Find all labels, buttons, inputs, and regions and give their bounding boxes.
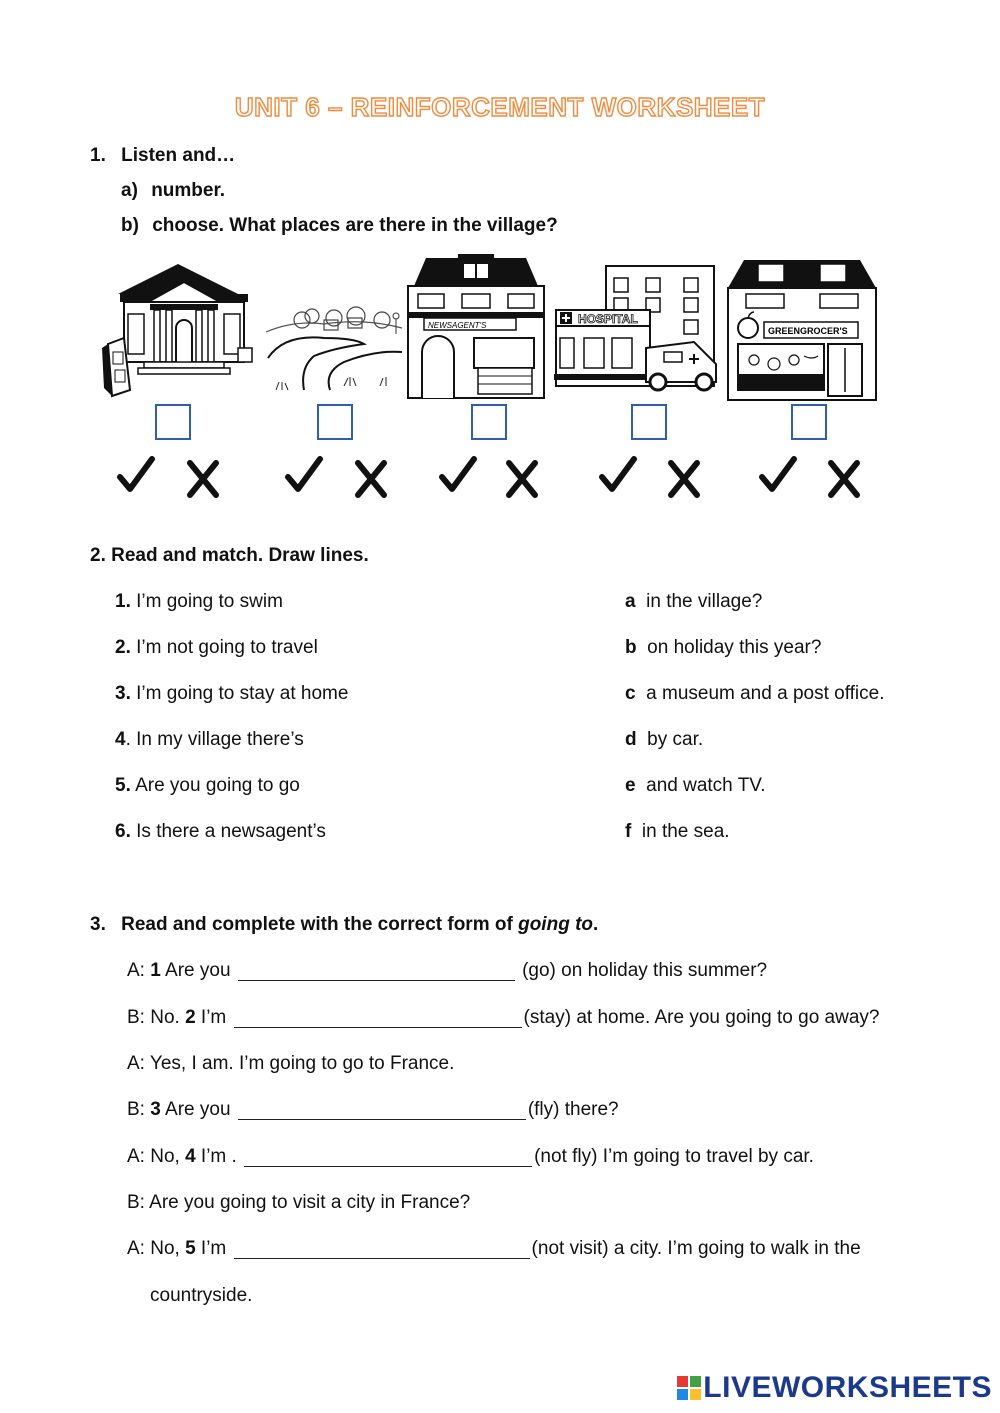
liveworksheets-logo bbox=[677, 1371, 992, 1405]
match-right-a[interactable] bbox=[625, 591, 762, 613]
match-left-4[interactable] bbox=[115, 729, 304, 751]
match-right-letter: e bbox=[625, 775, 636, 796]
ex1-heading bbox=[90, 145, 235, 167]
number-box-2[interactable] bbox=[317, 404, 353, 440]
greengrocers-icon bbox=[724, 256, 880, 404]
ex3-number: 3. bbox=[90, 914, 106, 935]
match-left-1[interactable] bbox=[115, 591, 283, 613]
line-text: I’m bbox=[195, 1238, 232, 1259]
ex3-heading-emphasis: going to bbox=[518, 914, 594, 935]
number-box-5[interactable] bbox=[791, 404, 827, 440]
tick-icon-2[interactable] bbox=[284, 455, 324, 497]
match-right-text: on holiday this year? bbox=[647, 637, 822, 658]
line-text: (not visit) a city. I’m going to walk in the bbox=[531, 1238, 861, 1259]
gap-number: 4 bbox=[185, 1146, 196, 1167]
line-text: (go) on holiday this summer? bbox=[516, 960, 768, 981]
cross-icon-4[interactable] bbox=[665, 457, 703, 499]
number-box-4[interactable] bbox=[631, 404, 667, 440]
dialogue-line-2 bbox=[127, 1007, 879, 1029]
answer-input-4[interactable] bbox=[244, 1148, 532, 1167]
dialogue-line-8: countryside. bbox=[150, 1285, 253, 1306]
speaker: B: bbox=[127, 1099, 151, 1120]
match-right-c[interactable] bbox=[625, 683, 885, 705]
cross-icon-3[interactable] bbox=[503, 457, 541, 499]
line-text: (not fly) I’m going to travel by car. bbox=[534, 1146, 814, 1167]
line-text: I’m . bbox=[195, 1146, 243, 1167]
match-left-6[interactable] bbox=[115, 821, 326, 843]
logo-text: LIVEWORKSHEETS bbox=[703, 1371, 992, 1404]
newsagents-icon bbox=[404, 252, 548, 400]
ex1-sub-b-label: b) bbox=[121, 215, 139, 236]
answer-input-5[interactable] bbox=[234, 1240, 530, 1259]
number-box-1[interactable] bbox=[155, 404, 191, 440]
gap-number: 5 bbox=[185, 1238, 196, 1259]
tick-icon-5[interactable] bbox=[758, 455, 798, 497]
match-right-letter: c bbox=[625, 683, 636, 704]
logo-cubes-icon bbox=[677, 1376, 701, 1400]
ex1-sub-b bbox=[121, 215, 558, 237]
match-left-text: I’m not going to travel bbox=[130, 637, 318, 658]
ex3-heading-text: Read and complete with the correct form of bbox=[121, 914, 519, 935]
match-right-letter: f bbox=[625, 821, 632, 842]
answer-input-1[interactable] bbox=[238, 962, 515, 981]
dialogue-line-1 bbox=[127, 960, 767, 982]
match-right-text: a museum and a post office. bbox=[646, 683, 885, 704]
match-left-text: Are you going to go bbox=[130, 775, 300, 796]
match-left-text: Is there a newsagent’s bbox=[130, 821, 326, 842]
museum-icon bbox=[100, 262, 255, 400]
tick-icon-4[interactable] bbox=[598, 455, 638, 497]
ex1-sub-a bbox=[121, 180, 225, 202]
greengrocers-sign: GREENGROCER'S bbox=[768, 326, 848, 336]
match-right-text: in the village? bbox=[646, 591, 763, 612]
match-left-2[interactable] bbox=[115, 637, 318, 659]
answer-input-2[interactable] bbox=[234, 1009, 522, 1028]
match-left-3[interactable] bbox=[115, 683, 348, 705]
line-text: I’m bbox=[195, 1007, 232, 1028]
worksheet-title: UNIT 6 – REINFORCEMENT WORKSHEET bbox=[234, 92, 766, 122]
speaker: B: No. bbox=[127, 1007, 186, 1028]
cross-icon-2[interactable] bbox=[352, 457, 390, 499]
match-right-text: in the sea. bbox=[641, 821, 730, 842]
gap-number: 1 bbox=[150, 960, 161, 981]
match-right-letter: b bbox=[625, 637, 637, 658]
ex2-heading: 2. Read and match. Draw lines. bbox=[90, 545, 369, 566]
speaker: A: No, bbox=[127, 1146, 186, 1167]
match-right-letter: d bbox=[625, 729, 637, 750]
match-left-text: . In my village there’s bbox=[125, 729, 304, 750]
ex3-heading bbox=[90, 914, 598, 936]
match-left-num: 3. bbox=[115, 683, 131, 704]
answer-input-3[interactable] bbox=[238, 1101, 526, 1120]
match-right-b[interactable] bbox=[625, 637, 821, 659]
match-right-d[interactable] bbox=[625, 729, 703, 751]
ex3-heading-end: . bbox=[593, 914, 599, 935]
cross-icon-1[interactable] bbox=[184, 457, 222, 499]
ex1-heading-text: Listen and… bbox=[121, 145, 236, 166]
cross-icon-5[interactable] bbox=[825, 457, 863, 499]
hospital-sign: HOSPITAL bbox=[578, 312, 638, 326]
match-left-num: 4 bbox=[115, 729, 126, 750]
line-text: Are you bbox=[160, 960, 236, 981]
match-left-text: I’m going to swim bbox=[130, 591, 283, 612]
match-right-letter: a bbox=[625, 591, 636, 612]
ex1-sub-a-label: a) bbox=[121, 180, 138, 201]
gap-number: 3 bbox=[150, 1099, 161, 1120]
match-right-f[interactable] bbox=[625, 821, 730, 843]
ex1-sub-a-text: number. bbox=[151, 180, 226, 201]
speaker: A: bbox=[127, 960, 151, 981]
number-box-3[interactable] bbox=[471, 404, 507, 440]
line-text: (stay) at home. Are you going to go away? bbox=[523, 1007, 880, 1028]
dialogue-line-5 bbox=[127, 1146, 814, 1168]
match-left-num: 6. bbox=[115, 821, 131, 842]
line-text: (fly) there? bbox=[527, 1099, 619, 1120]
tick-icon-1[interactable] bbox=[116, 455, 156, 497]
hospital-icon bbox=[554, 264, 720, 392]
match-left-5[interactable] bbox=[115, 775, 300, 797]
match-left-num: 2. bbox=[115, 637, 131, 658]
ex1-number: 1. bbox=[90, 145, 106, 166]
match-left-num: 5. bbox=[115, 775, 131, 796]
dialogue-line-6: B: Are you going to visit a city in France? bbox=[127, 1192, 471, 1213]
line-text: Are you bbox=[160, 1099, 236, 1120]
match-left-text: I’m going to stay at home bbox=[130, 683, 349, 704]
speaker: A: No, bbox=[127, 1238, 186, 1259]
newsagents-sign: NEWSAGENT'S bbox=[428, 321, 487, 330]
gap-number: 2 bbox=[185, 1007, 196, 1028]
dialogue-line-4 bbox=[127, 1099, 619, 1121]
match-right-text: by car. bbox=[647, 729, 704, 750]
match-right-text: and watch TV. bbox=[646, 775, 766, 796]
dialogue-line-3: A: Yes, I am. I’m going to go to France. bbox=[127, 1053, 455, 1074]
match-left-num: 1. bbox=[115, 591, 131, 612]
ex1-sub-b-text: choose. What places are there in the village? bbox=[152, 215, 558, 236]
match-right-e[interactable] bbox=[625, 775, 766, 797]
tick-icon-3[interactable] bbox=[438, 455, 478, 497]
park-icon bbox=[264, 298, 404, 394]
dialogue-line-7 bbox=[127, 1238, 861, 1260]
